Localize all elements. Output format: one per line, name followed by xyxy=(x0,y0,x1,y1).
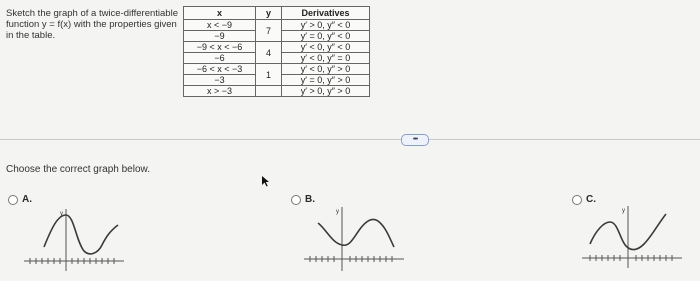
table-row xyxy=(184,42,370,53)
option-a-y-label: y xyxy=(60,211,63,217)
table-row xyxy=(184,86,370,97)
option-c-label: C. xyxy=(586,194,596,205)
cell-x: −6 < x < −3 xyxy=(184,64,256,75)
option-a-graph[interactable] xyxy=(22,203,126,275)
expand-more-button[interactable]: ••• xyxy=(401,134,429,146)
table-row xyxy=(184,64,370,75)
cell-derivatives: y′ > 0, y″ < 0 xyxy=(282,20,370,31)
cell-x: x > −3 xyxy=(184,86,256,97)
mouse-cursor-icon xyxy=(262,176,270,187)
properties-table xyxy=(183,6,370,97)
cell-derivatives: y′ < 0, y″ > 0 xyxy=(282,64,370,75)
cell-derivatives: y′ < 0, y″ = 0 xyxy=(282,53,370,64)
option-c-y-label: y xyxy=(622,208,625,214)
cell-x: −9 < x < −6 xyxy=(184,42,256,53)
option-a-label: A. xyxy=(22,194,32,205)
cell-derivatives: y′ = 0, y″ < 0 xyxy=(282,31,370,42)
option-a-radio[interactable] xyxy=(8,195,18,205)
option-c-graph[interactable] xyxy=(580,200,684,272)
cell-y: 1 xyxy=(256,64,282,86)
header-y: y xyxy=(256,7,282,20)
cell-y: 4 xyxy=(256,42,282,64)
cell-y xyxy=(256,86,282,97)
cell-derivatives: y′ = 0, y″ > 0 xyxy=(282,75,370,86)
header-x: x xyxy=(184,7,256,20)
question-prompt: Sketch the graph of a twice-differentiable function y = f(x) with the properties given in the table. xyxy=(6,8,178,41)
section-divider xyxy=(0,139,700,140)
cell-x: −9 xyxy=(184,31,256,42)
cell-x: −6 xyxy=(184,53,256,64)
header-derivatives: Derivatives xyxy=(282,7,370,20)
choose-instruction: Choose the correct graph below. xyxy=(6,164,150,175)
cell-derivatives: y′ < 0, y″ < 0 xyxy=(282,42,370,53)
option-b-y-label: y xyxy=(336,209,339,215)
cell-y: 7 xyxy=(256,20,282,42)
option-b-label: B. xyxy=(305,194,315,205)
option-b-radio[interactable] xyxy=(291,195,301,205)
table-row xyxy=(184,20,370,31)
cell-x: −3 xyxy=(184,75,256,86)
cell-x: x < −9 xyxy=(184,20,256,31)
option-b-graph[interactable] xyxy=(302,203,406,275)
cell-derivatives: y′ > 0, y″ > 0 xyxy=(282,86,370,97)
